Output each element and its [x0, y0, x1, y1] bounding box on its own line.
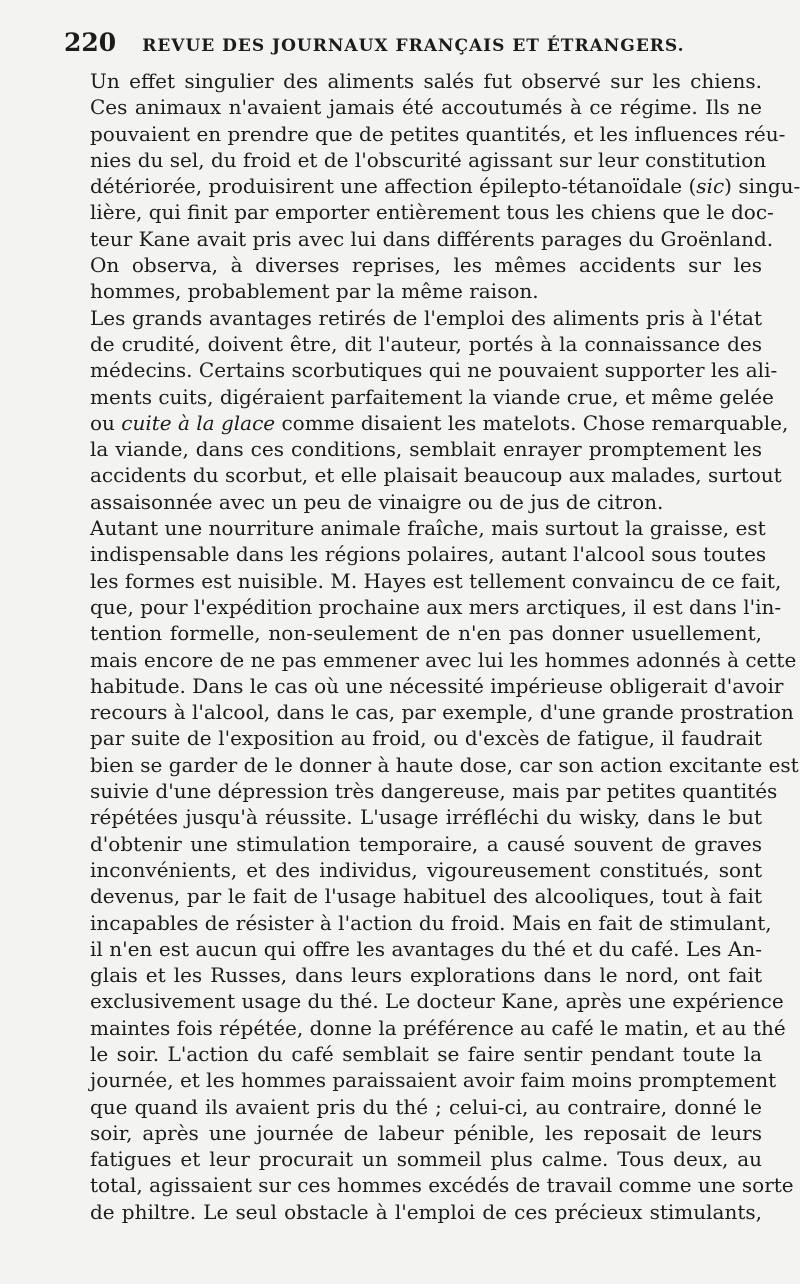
text-line: total, agissaient sur ces hommes excédés de travail comme une sorte [90, 1173, 794, 1198]
text-line: de crudité, doivent être, dit l'auteur, portés à la connaissance des [90, 331, 762, 356]
text-line: que, pour l'expédition prochaine aux mers arctiques, il est dans l'in- [90, 594, 782, 619]
text-line: recours à l'alcool, dans le cas, par exemple, d'une grande prostration [90, 700, 794, 725]
text-line: répétées jusqu'à réussite. L'usage irréfléchi du wisky, dans le but [90, 805, 762, 830]
article-body [64, 68, 800, 1225]
paragraph-raw-food [64, 305, 789, 515]
text-line: le soir. L'action du café semblait se faire sentir pendant toute la [90, 1041, 762, 1066]
text-line: par suite de l'exposition au froid, ou d'excès de fatigue, il faudrait [90, 726, 762, 751]
text-line: ou cuite à la glace comme disaient les matelots. Chose remarquable, [90, 410, 789, 435]
text-line: tention formelle, non-seulement de n'en pas donner usuellement, [90, 621, 762, 646]
text-line: mais encore de ne pas emmener avec lui les hommes adonnés à cette [90, 647, 797, 672]
text-line: Un effet singulier des aliments salés fut observé sur les chiens. [90, 69, 762, 93]
text-line: ments cuits, digéraient parfaitement la viande crue, et même gelée [90, 384, 774, 409]
text-line: lière, qui finit par emporter entièrement tous les chiens que le doc- [90, 200, 774, 225]
text-line: pouvaient en prendre que de petites quantités, et les influences réu- [90, 121, 786, 146]
text-line: maintes fois répétée, donne la préférence au café le matin, et au thé [90, 1015, 786, 1040]
text-line: accidents du scorbut, et elle plaisait beaucoup aux malades, surtout [90, 463, 782, 488]
text-line: Les grands avantages retirés de l'emploi des aliments pris à l'état [90, 305, 762, 330]
text-line: suivie d'une dépression très dangereuse, mais par petites quantités [90, 779, 778, 804]
text-line: incapables de résister à l'action du froid. Mais en fait de stimulant, [90, 910, 772, 935]
text-line: habitude. Dans le cas où une nécessité impérieuse obligerait d'avoir [90, 673, 784, 698]
running-title: REVUE DES JOURNAUX FRANÇAIS ET ÉTRANGERS. [142, 36, 685, 56]
text-line: assaisonnée avec un peu de vinaigre ou de jus de citron. [90, 489, 664, 514]
text-line: inconvénients, et des individus, vigoureusement constitués, sont [90, 857, 762, 882]
text-line: glais et les Russes, dans leurs explorations dans le nord, ont fait [90, 963, 762, 988]
text-line: détériorée, produisirent une affection épilepto-tétanoïdale (sic) singu- [90, 174, 800, 199]
text-line: il n'en est aucun qui offre les avantages du thé et du café. Les An- [90, 936, 762, 961]
text-line: Ces animaux n'avaient jamais été accoutumés à ce régime. Ils ne [90, 95, 762, 120]
page-number: 220 [64, 28, 117, 57]
paragraph-alcohol-stimulants [64, 515, 799, 1225]
text-line: On observa, à diverses reprises, les mêmes accidents sur les [90, 253, 762, 278]
text-line: devenus, par le fait de l'usage habituel des alcooliques, tout à fait [90, 884, 762, 909]
text-line: fatigues et leur procurait un sommeil plus calme. Tous deux, au [90, 1147, 762, 1172]
running-head [64, 28, 762, 62]
paragraph-dogs-salted-food [64, 68, 800, 305]
text-line: la viande, dans ces conditions, semblait enrayer promptement les [90, 437, 762, 462]
text-line: médecins. Certains scorbutiques qui ne pouvaient supporter les ali- [90, 358, 778, 383]
text-line: soir, après une journée de labeur pénible, les reposait de leurs [90, 1120, 762, 1145]
text-line: Autant une nourriture animale fraîche, mais surtout la graisse, est [90, 516, 766, 541]
text-line: hommes, probablement par la même raison. [90, 279, 539, 304]
text-line: que quand ils avaient pris du thé ; celui-ci, au contraire, donné le [90, 1094, 762, 1119]
text-line: journée, et les hommes paraissaient avoir faim moins promptement [90, 1068, 777, 1093]
text-line: d'obtenir une stimulation temporaire, a causé souvent de graves [90, 831, 762, 856]
text-line: teur Kane avait pris avec lui dans différents parages du Groënland. [90, 226, 774, 251]
text-line: bien se garder de le donner à haute dose, car son action excitante est [90, 752, 799, 777]
text-line: les formes est nuisible. M. Hayes est tellement convaincu de ce fait, [90, 568, 782, 593]
text-line: de philtre. Le seul obstacle à l'emploi de ces précieux stimulants, [90, 1199, 762, 1224]
text-line: exclusivement usage du thé. Le docteur Kane, après une expérience [90, 989, 784, 1014]
text-line: nies du sel, du froid et de l'obscurité agissant sur leur constitution [90, 147, 767, 172]
text-line: indispensable dans les régions polaires, autant l'alcool sous toutes [90, 542, 767, 567]
